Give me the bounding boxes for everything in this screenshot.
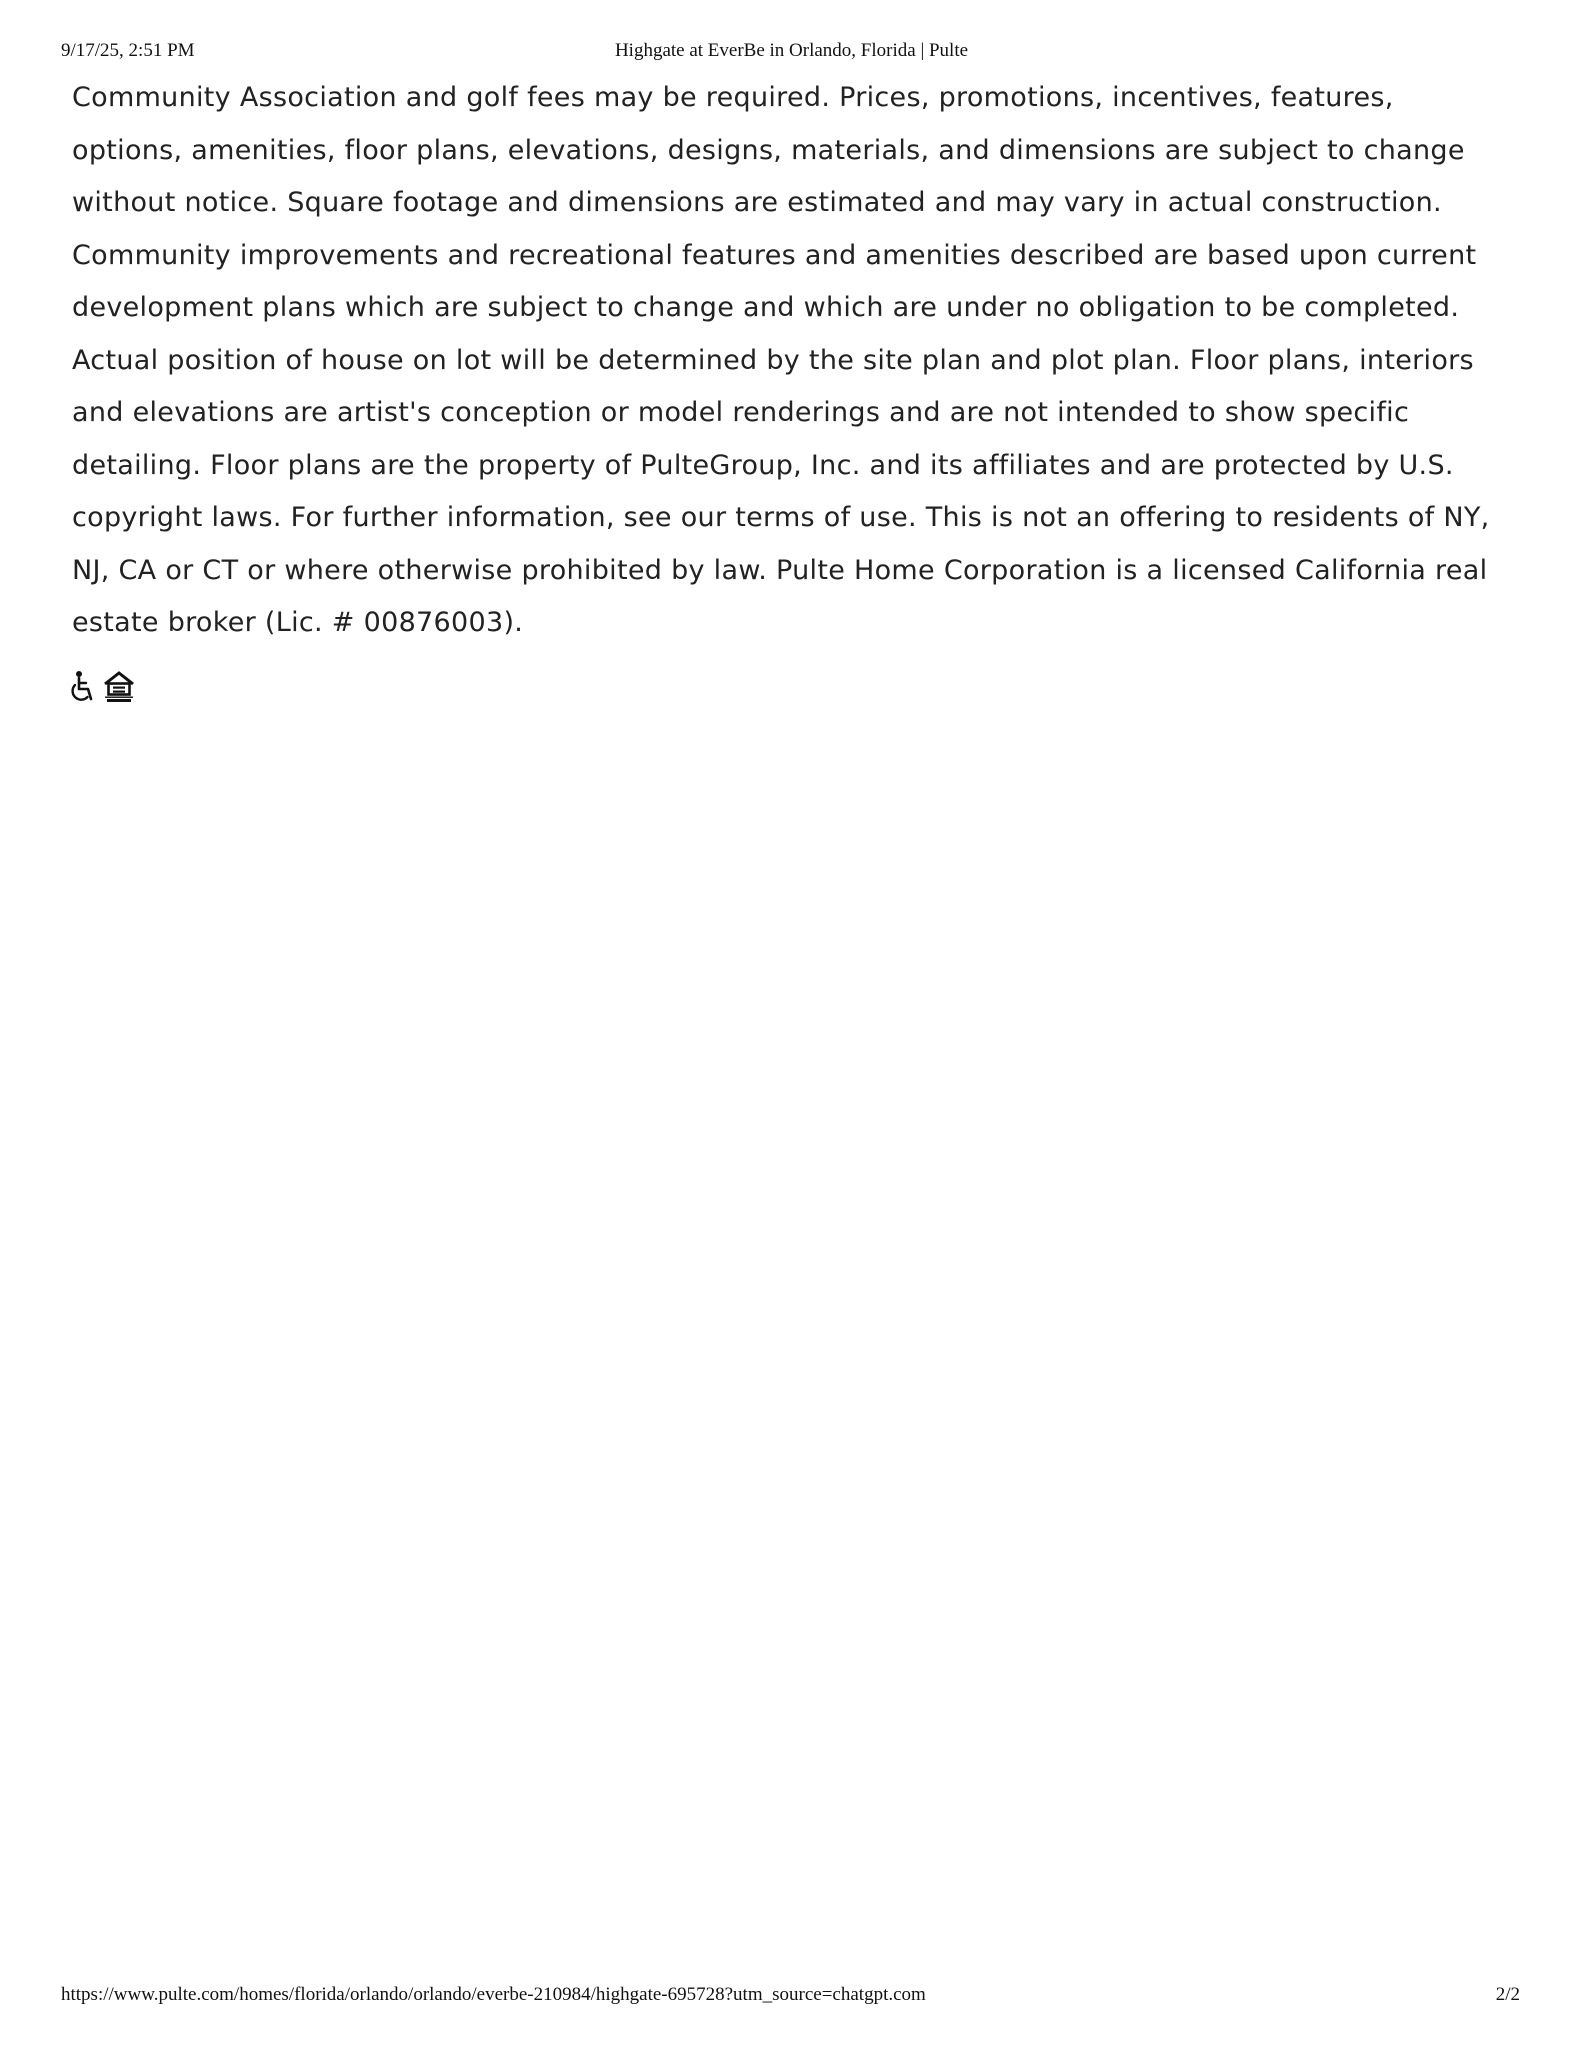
legal-disclaimer: Community Association and golf fees may be required. Prices, promotions, incentives, features, options, amenities, floor plans, elevations, designs, materials, and dimensions are subject to change without notice. Square footage and dimensions are estimated and may vary in actual construction. Community improvements and recreational features and amenities described are based upon current development plans which are subject to change and which are under no obligation to be completed. Actual position of house on lot will be determined by the site plan and plot plan. Floor plans, interiors and elevations are artist's conception or model renderings and are not intended to show specific detailing. Floor plans are the property of PulteGroup, Inc. and its affiliates and are protected by U.S. copyright laws. For further information, see our terms of use. This is not an offering to residents of NY, NJ, CA or CT or where otherwise prohibited by law. Pulte Home Corporation is a licensed California real estate broker (Lic. # 00876003). — [72, 82, 1490, 638]
compliance-icons — [68, 664, 136, 704]
accessibility-icon — [68, 670, 98, 704]
print-header — [0, 40, 1583, 66]
print-footer — [0, 1984, 1583, 2010]
print-page-number: 2/2 — [1495, 1984, 1520, 2005]
print-page-title: Highgate at EverBe in Orlando, Florida | Pulte — [614, 40, 969, 61]
equal-housing-lender-icon — [102, 670, 136, 704]
print-datetime: 9/17/25, 2:51 PM — [61, 40, 195, 61]
print-page-url: https://www.pulte.com/homes/florida/orlando/orlando/everbe-210984/highgate-695728?utm_source=chatgpt.com — [61, 1984, 926, 2005]
